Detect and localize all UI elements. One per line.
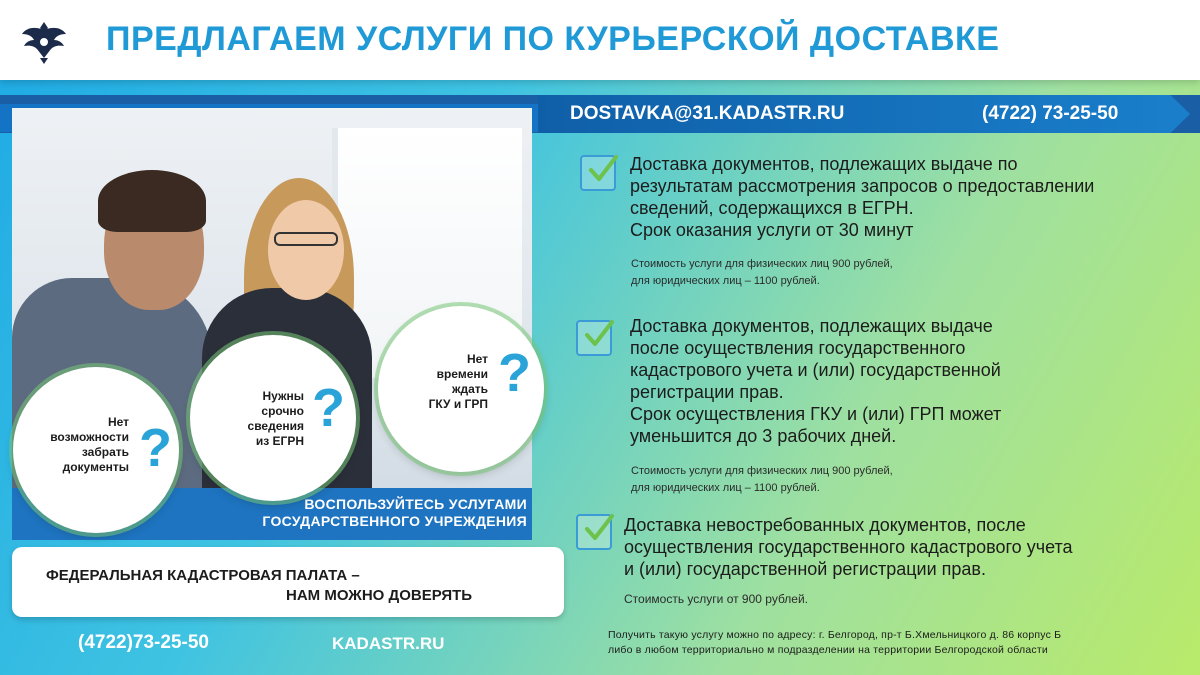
- check-icon: [576, 514, 612, 550]
- service-1-description: [630, 153, 1094, 241]
- photo-man-hair: [98, 170, 206, 232]
- bubble-3-text: [388, 352, 488, 412]
- address-note: [608, 628, 1168, 658]
- contact-phone[interactable]: (4722) 73-25-50: [982, 103, 1119, 124]
- service-3-description: [624, 514, 1073, 580]
- service-3-price: [624, 591, 808, 608]
- contact-email[interactable]: DOSTAVKA@31.KADASTR.RU: [570, 103, 845, 124]
- bubble-1-line: документы: [62, 460, 129, 474]
- service-2-line: регистрации прав.: [630, 382, 784, 402]
- question-bubble-2: [190, 335, 356, 501]
- service-3-line: осуществления государственного кадастрового учета: [624, 537, 1073, 557]
- eagle-emblem-icon: [20, 18, 68, 64]
- check-icon: [580, 155, 616, 191]
- service-1-price-line: Стоимость услуги для физических лиц 900 рублей,: [631, 258, 893, 270]
- service-1-line: Доставка документов, подлежащих выдаче по: [630, 154, 1018, 174]
- service-2-line: кадастрового учета и (или) государственной: [630, 360, 1001, 380]
- service-2-description: [630, 315, 1001, 447]
- service-1-price: [631, 256, 893, 290]
- service-2-line: после осуществления государственного: [630, 338, 966, 358]
- slogan-line-2: НАМ МОЖНО ДОВЕРЯТЬ: [286, 587, 473, 604]
- service-2-line: уменьшится до 3 рабочих дней.: [630, 426, 897, 446]
- bubble-2-text: [200, 389, 304, 449]
- service-2-line: Срок осуществления ГКУ и (или) ГРП может: [630, 404, 1002, 424]
- header-bar: [0, 0, 1200, 80]
- service-2-line: Доставка документов, подлежащих выдаче: [630, 316, 993, 336]
- page-title: ПРЕДЛАГАЕМ УСЛУГИ ПО КУРЬЕРСКОЙ ДОСТАВКЕ: [106, 20, 1000, 58]
- question-bubble-1: [13, 367, 179, 533]
- question-bubble-3: [378, 306, 544, 472]
- bubble-2-line: Нужны: [262, 389, 304, 403]
- bubble-3-line: Нет: [466, 352, 488, 366]
- bubble-2-line: из ЕГРН: [255, 434, 304, 448]
- service-2-price-line: для юридических лиц – 1100 рублей.: [631, 482, 820, 494]
- bubble-3-line: ждать: [451, 382, 488, 396]
- service-1-line: сведений, содержащихся в ЕГРН.: [630, 198, 914, 218]
- service-1-line: результатам рассмотрения запросов о предоставлении: [630, 176, 1095, 196]
- slogan-box: [12, 547, 564, 617]
- bubble-3-line: времени: [436, 367, 488, 381]
- cta-line-1: ВОСПОЛЬЗУЙТЕСЬ УСЛУГАМИ: [304, 496, 527, 512]
- slogan-line-1: ФЕДЕРАЛЬНАЯ КАДАСТРОВАЯ ПАЛАТА –: [46, 567, 360, 584]
- service-3-price-line: Стоимость услуги от 900 рублей.: [624, 592, 809, 606]
- question-mark-icon: ?: [139, 418, 172, 478]
- service-3-line: и (или) государственной регистрации прав.: [624, 559, 986, 579]
- service-3-line: Доставка невостребованных документов, после: [624, 515, 1026, 535]
- address-line-2: либо в любом территориально м подразделении на территории Белгородской области: [608, 644, 1048, 656]
- question-mark-icon: ?: [498, 343, 531, 403]
- question-mark-icon: ?: [312, 378, 345, 438]
- footer-phone[interactable]: (4722)73-25-50: [78, 632, 209, 653]
- service-2-price: [631, 463, 893, 497]
- service-1-price-line: для юридических лиц – 1100 рублей.: [631, 275, 820, 287]
- bubble-2-line: сведения: [247, 419, 304, 433]
- address-line-1: Получить такую услугу можно по адресу: г. Белгород, пр-т Б.Хмельницкого д. 86 корпус Б: [608, 629, 1062, 641]
- bubble-2-line: срочно: [261, 404, 304, 418]
- service-1-line: Срок оказания услуги от 30 минут: [630, 220, 914, 240]
- check-icon: [576, 320, 612, 356]
- bubble-1-line: забрать: [81, 445, 129, 459]
- cta-text: [212, 496, 527, 530]
- bubble-3-line: ГКУ и ГРП: [428, 397, 488, 411]
- cta-line-2: ГОСУДАРСТВЕННОГО УЧРЕЖДЕНИЯ: [262, 513, 527, 529]
- bubble-1-text: [23, 415, 129, 475]
- footer-site-link[interactable]: KADASTR.RU: [332, 634, 445, 653]
- service-2-price-line: Стоимость услуги для физических лиц 900 рублей,: [631, 465, 893, 477]
- photo-woman-glasses: [274, 232, 338, 246]
- bubble-1-line: Нет: [107, 415, 129, 429]
- bubble-1-line: возможности: [50, 430, 129, 444]
- photo-woman-face: [268, 200, 344, 300]
